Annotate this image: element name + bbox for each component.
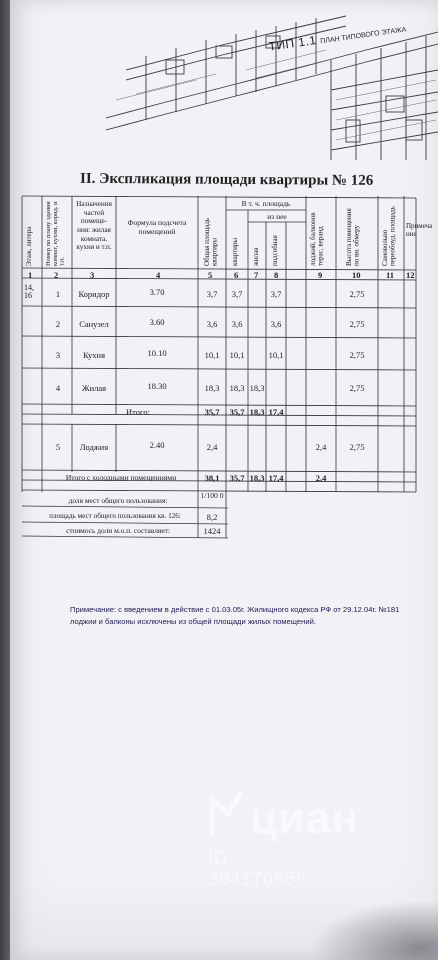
col-number: 6 (234, 270, 239, 280)
subtotal-total: 35,7 (204, 407, 220, 417)
header-auxiliary: подсобная (271, 235, 279, 266)
subtotal-apt: 35,7 (229, 407, 245, 417)
room-no: 4 (55, 383, 61, 393)
header-loggia: лоджий, балконов терас, веранд (309, 212, 325, 266)
room-name: Жилая (81, 383, 107, 393)
col-number: 2 (54, 270, 59, 280)
grand-total-label: Итого с холодными помещениями (65, 473, 177, 482)
room-total: 3,7 (206, 289, 218, 299)
room-total: 10,1 (204, 350, 220, 360)
col-number: 10 (352, 270, 361, 280)
col-number: 1 (28, 270, 33, 280)
plan-title: ТИП 1.1 ПЛАН ТИПОВОГО ЭТАЖА (267, 26, 407, 54)
room-height: 2,75 (349, 383, 365, 393)
header-height: Высота помещения по вн. обмеру (345, 208, 361, 266)
col-number: 9 (318, 270, 323, 280)
room-aux: 3,6 (270, 319, 282, 329)
shared-label: стоимось доли м.о.п. составляет: (66, 526, 170, 535)
room-loggia: 2,4 (315, 442, 327, 452)
col-number: 5 (208, 270, 213, 280)
col-number: 8 (274, 270, 279, 280)
room-apt: 18,3 (229, 383, 245, 393)
subtotal-aux: 17,4 (268, 407, 284, 417)
room-apt: 3,7 (231, 289, 243, 299)
grand-total-loggia: 2,4 (315, 473, 327, 483)
room-formula: 18.30 (147, 381, 167, 391)
col-number: 11 (386, 270, 395, 280)
document-page (10, 0, 438, 960)
room-apt: 3,6 (231, 319, 243, 329)
document-title: II. Экспликация площади квартиры № 126 (79, 170, 374, 189)
subtotal-label: Итого: (126, 407, 150, 417)
room-no: 2 (55, 319, 61, 329)
col-number: 3 (90, 270, 95, 280)
header-room-no: Номер по плану здания комнат, кухни, корид. и т.п. (45, 201, 66, 266)
room-formula: 10.10 (147, 348, 167, 358)
grand-total-total: 38,1 (204, 473, 220, 483)
room-total: 18,3 (204, 383, 220, 393)
room-formula: 3.60 (149, 317, 165, 327)
room-name: Коридор (78, 289, 110, 299)
watermark-id: ID 304170658 (208, 848, 308, 889)
header-self-built: Самовольно переобоуд. площадь (381, 206, 397, 266)
shared-label: доля мест общего пользования: (68, 496, 168, 505)
shared-value: 1/100 0 (200, 491, 224, 500)
header-total-area: Общая площадь квартиры (203, 217, 219, 266)
grand-total-apt: 35,7 (229, 473, 245, 483)
header-purpose: Назначения частей помеще- ния: жилая комната, кухня и т.п. (76, 200, 112, 252)
room-no: 3 (55, 350, 61, 360)
room-name: Санузел (79, 319, 109, 329)
room-apt: 10,1 (229, 350, 245, 360)
subtotal-living: 18,3 (249, 407, 265, 417)
shared-value: 8,2 (206, 512, 218, 522)
room-height: 2,75 (349, 350, 365, 360)
header-living: жилая (252, 247, 260, 266)
floor-value: 14, 16 (24, 283, 34, 300)
room-aux: 3,7 (270, 289, 282, 299)
room-height: 2,75 (349, 319, 365, 329)
shared-label: площадь мест общего пользования кв. 126: (49, 512, 181, 520)
col-number: 4 (156, 270, 161, 280)
watermark-brand: циан (250, 794, 360, 843)
header-including: В т. ч. площадь (241, 199, 291, 208)
grand-total-living: 18,3 (249, 473, 265, 483)
header-remark: Примеча ние (406, 222, 433, 239)
room-name: Лоджия (79, 442, 109, 452)
shared-value: 1424 (203, 526, 221, 536)
grand-total-aux: 17,4 (268, 473, 284, 483)
note-text: Примечание: с введением в действие с 01.03.05г. Жилищного кодекса РФ от 29.12.04г. №181 лоджии и балконы исключены из общей площади жилых помещений. (70, 605, 400, 626)
room-total: 3,6 (206, 319, 218, 329)
header-of-them: из нее (267, 212, 287, 221)
col-number: 7 (254, 270, 259, 280)
cian-logo-icon (208, 790, 244, 838)
shadow (310, 900, 438, 960)
room-formula: 2.40 (149, 440, 165, 450)
col-number: 12 (406, 270, 415, 280)
header-apartment: квартиры (231, 237, 239, 266)
room-height: 2,75 (349, 289, 365, 299)
room-no: 1 (55, 289, 61, 299)
room-no: 5 (55, 442, 61, 452)
header-floor: Этаж, литера (25, 226, 33, 266)
header-formula: Формула подсчета помещений (127, 218, 187, 236)
room-total: 2,4 (206, 442, 218, 452)
room-height: 2,75 (349, 442, 365, 452)
room-living: 18,3 (249, 383, 265, 393)
room-name: Кухня (83, 350, 105, 360)
room-aux: 10,1 (268, 350, 284, 360)
room-formula: 3.70 (149, 287, 165, 297)
